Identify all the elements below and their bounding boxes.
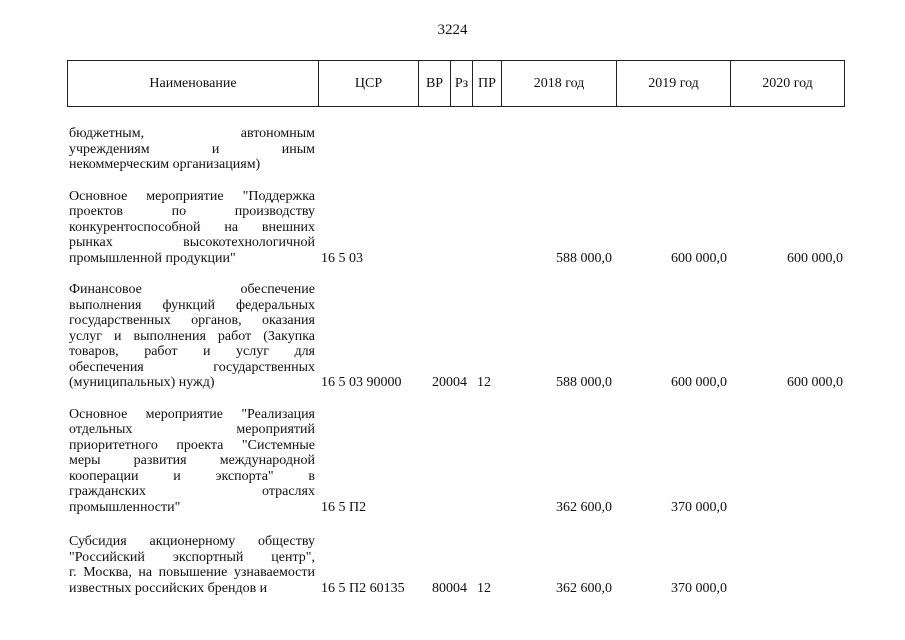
row-name-line: проектов по производству: [69, 204, 315, 219]
column-header-rz: Рз: [450, 61, 472, 106]
table-row: [67, 534, 857, 596]
row-name: [67, 407, 315, 516]
column-header-pr: ПР: [472, 61, 501, 106]
row-value-2018: 362 600,0: [556, 580, 612, 596]
table-row: [67, 126, 857, 173]
row-value-2019: 370 000,0: [671, 580, 727, 596]
column-header-name: Наименование: [149, 75, 237, 91]
row-name-line: обеспечения государственных: [69, 359, 315, 375]
row-name-line: Финансовое обеспечение: [69, 282, 315, 297]
row-name: [67, 282, 315, 391]
table-header: [67, 60, 845, 107]
row-name-line: гражданских отраслях: [69, 484, 315, 499]
row-csr: 16 5 03: [321, 250, 363, 266]
row-value-2018: 588 000,0: [556, 250, 612, 266]
row-name-line: (муниципальных) нужд): [69, 375, 215, 390]
row-name-line: услуг и выполнения работ (Закупка: [69, 328, 315, 344]
column-header-csr: ЦСР: [318, 61, 418, 106]
row-name-line: бюджетным, автономным: [69, 126, 315, 141]
row-name-line: учреждениям и иным: [69, 141, 315, 157]
row-value-2019: 600 000,0: [671, 375, 727, 390]
table-row: [67, 189, 857, 267]
row-name-line: "Российский экспортный центр",: [69, 549, 315, 565]
row-value-2018: 588 000,0: [556, 375, 612, 390]
row-name-line: Субсидия акционерному обществу: [69, 534, 315, 549]
row-name-line: товаров, работ и услуг для: [69, 344, 315, 359]
page-number: 3224: [437, 22, 468, 38]
row-value-2020: 600 000,0: [787, 375, 843, 390]
row-csr: 16 5 П2: [321, 499, 367, 515]
row-pr: 12: [477, 375, 491, 390]
table-row: [67, 407, 857, 516]
row-csr: 16 5 03 90000: [321, 375, 402, 390]
row-pr: 12: [477, 580, 491, 596]
column-header-2020: 2020 год: [730, 61, 844, 106]
row-name-line: выполнения функций федеральных: [69, 297, 315, 313]
row-name-line: отдельных мероприятий: [69, 422, 315, 437]
row-name-line: Основное мероприятие "Реализация: [69, 406, 315, 422]
row-name-line: промышленной продукции": [69, 250, 236, 266]
row-name: [67, 189, 315, 267]
row-value-2019: 370 000,0: [671, 499, 727, 515]
row-name-line: меры развития международной: [69, 453, 315, 468]
column-header-vr: ВР: [418, 61, 450, 106]
row-name-line: государственных органов, оказания: [69, 313, 315, 328]
table-body: [67, 110, 857, 596]
row-name-line: кооперации и экспорта" в: [69, 468, 315, 484]
table-row: [67, 282, 857, 391]
row-name-line: конкурентоспособной на внешних: [69, 219, 315, 235]
row-value-2019: 600 000,0: [671, 250, 727, 266]
row-csr: 16 5 П2 60135: [321, 580, 405, 596]
row-name-line: некоммерческим организациям): [69, 157, 261, 172]
row-vr: 800: [432, 580, 453, 596]
column-header-2019: 2019 год: [616, 61, 730, 106]
row-name: [67, 534, 315, 596]
row-name-line: Основное мероприятие "Поддержка: [69, 188, 315, 204]
row-name-line: известных российских брендов и: [69, 580, 268, 596]
row-rz: 04: [453, 375, 467, 390]
row-value-2020: 600 000,0: [787, 250, 843, 266]
row-name: [67, 126, 315, 173]
row-name-line: промышленности": [69, 499, 181, 515]
row-rz: 04: [453, 580, 467, 596]
row-vr: 200: [432, 375, 453, 390]
row-name-line: рынках высокотехнологичной: [69, 235, 315, 250]
row-name-line: г. Москва, на повышение узнаваемости: [69, 565, 315, 580]
row-value-2018: 362 600,0: [556, 499, 612, 515]
row-name-line: приоритетного проекта "Системные: [69, 437, 315, 453]
column-header-2018: 2018 год: [501, 61, 616, 106]
